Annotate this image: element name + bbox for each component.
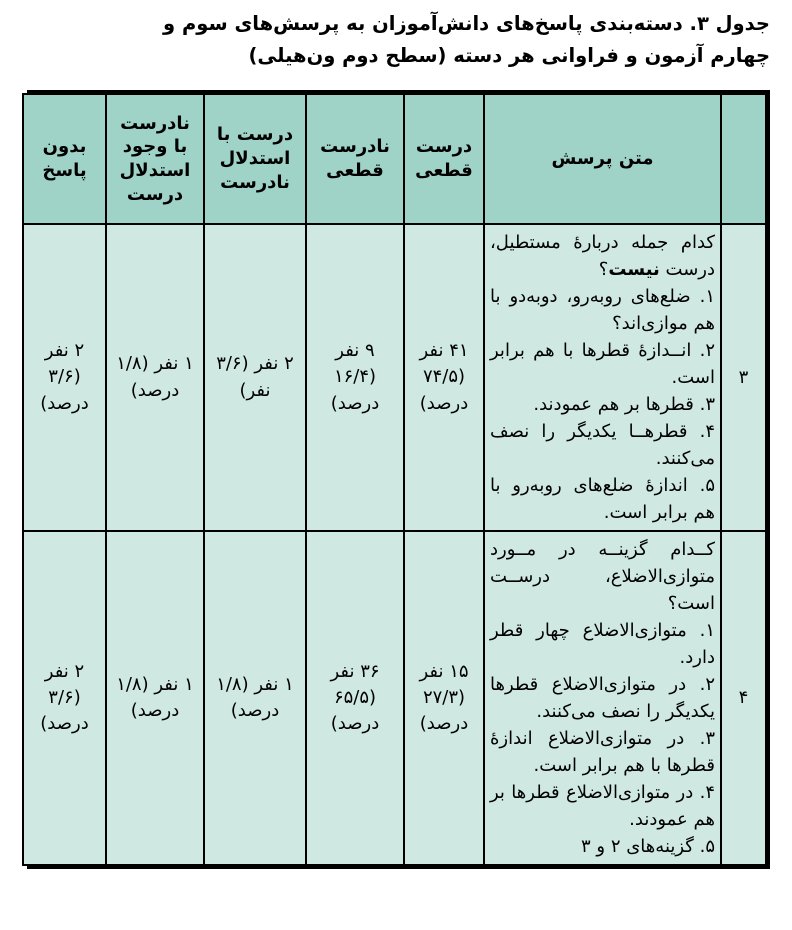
question-stem: [490, 229, 715, 283]
row-number: ۴: [721, 531, 766, 865]
header-correct-with-wrong-reasoning: درست با استدلال نادرست: [204, 94, 306, 224]
question-option: ۴. در متوازی‌الاضلاع قطرها بر هم عمودند.: [490, 782, 715, 830]
header-number: [721, 94, 766, 224]
question-option: ۳. قطرها بر هم عمودند.: [533, 394, 715, 415]
table-caption: جدول ۳. دسته‌بندی پاسخ‌های دانش‌آموزان به پرسش‌های سوم و چهارم آزمون و فراوانی هر دسته (سطح دوم ون‌هیلی): [163, 12, 770, 67]
stat-correct-with-wrong-reasoning: ۱ نفر (۱/۸ درصد): [204, 531, 306, 865]
question-option: ۵. گزینه‌های ۲ و ۳: [581, 836, 715, 857]
question-stem-negation: نیست: [608, 259, 660, 280]
response-categorization-table: [22, 93, 767, 866]
stat-no-answer: ۲ نفر (۳/۶ درصد): [23, 224, 106, 531]
table-row: [23, 531, 766, 865]
question-stem-end: ؟: [598, 259, 609, 280]
question-option: ۴. قطرهــا یکدیگر را نصف می‌کنند.: [490, 421, 715, 469]
stat-incorrect-despite-correct-reasoning: ۱ نفر (۱/۸ درصد): [106, 224, 204, 531]
stat-correct-definite: ۴۱ نفر (۷۴/۵ درصد): [404, 224, 484, 531]
stat-incorrect-definite: ۹ نفر (۱۶/۴ درصد): [306, 224, 404, 531]
stat-incorrect-definite: ۳۶ نفر (۶۵/۵ درصد): [306, 531, 404, 865]
stat-correct-definite: ۱۵ نفر (۲۷/۳ درصد): [404, 531, 484, 865]
header-no-answer: بدون پاسخ: [23, 94, 106, 224]
question-option: ۱. ضلع‌های روبه‌رو، دوبه‌دو با هم موازی‌اند؟: [490, 286, 715, 334]
question-option: ۲. در متوازی‌الاضلاع قطرها یکدیگر را نصف می‌کنند.: [490, 674, 715, 722]
question-text-cell: [484, 224, 721, 531]
stat-no-answer: ۲ نفر (۳/۶ درصد): [23, 531, 106, 865]
header-incorrect-definite: نادرست قطعی: [306, 94, 404, 224]
stat-incorrect-despite-correct-reasoning: ۱ نفر (۱/۸ درصد): [106, 531, 204, 865]
question-option: ۱. متوازی‌الاضلاع چهار قطر دارد.: [490, 620, 715, 668]
question-option: ۳. در متوازی‌الاضلاع اندازۀ قطرها با هم برابر است.: [490, 728, 715, 776]
table-container: [27, 90, 770, 869]
header-row: [23, 94, 766, 224]
header-correct-definite: درست قطعی: [404, 94, 484, 224]
question-option: ۵. اندازۀ ضلع‌های روبه‌رو با هم برابر است.: [490, 475, 715, 523]
question-stem-text: کدام جمله دربارۀ مستطیل، درست: [490, 232, 715, 280]
table-header: [23, 94, 766, 224]
header-incorrect-despite-correct-reasoning: نادرست با وجود استدلال درست: [106, 94, 204, 224]
stat-correct-with-wrong-reasoning: ۲ نفر (۳/۶ نفر): [204, 224, 306, 531]
question-option: ۲. انــدازۀ قطرها با هم برابر است.: [490, 340, 715, 388]
row-number: ۳: [721, 224, 766, 531]
question-text-cell: [484, 531, 721, 865]
table-row: [23, 224, 766, 531]
table-body: [23, 224, 766, 865]
header-question-text: متن پرسش: [484, 94, 721, 224]
question-stem: [490, 536, 715, 617]
question-stem-text: کــدام گزینــه در مــورد متوازی‌الاضلاع، درســت است؟: [490, 539, 715, 614]
